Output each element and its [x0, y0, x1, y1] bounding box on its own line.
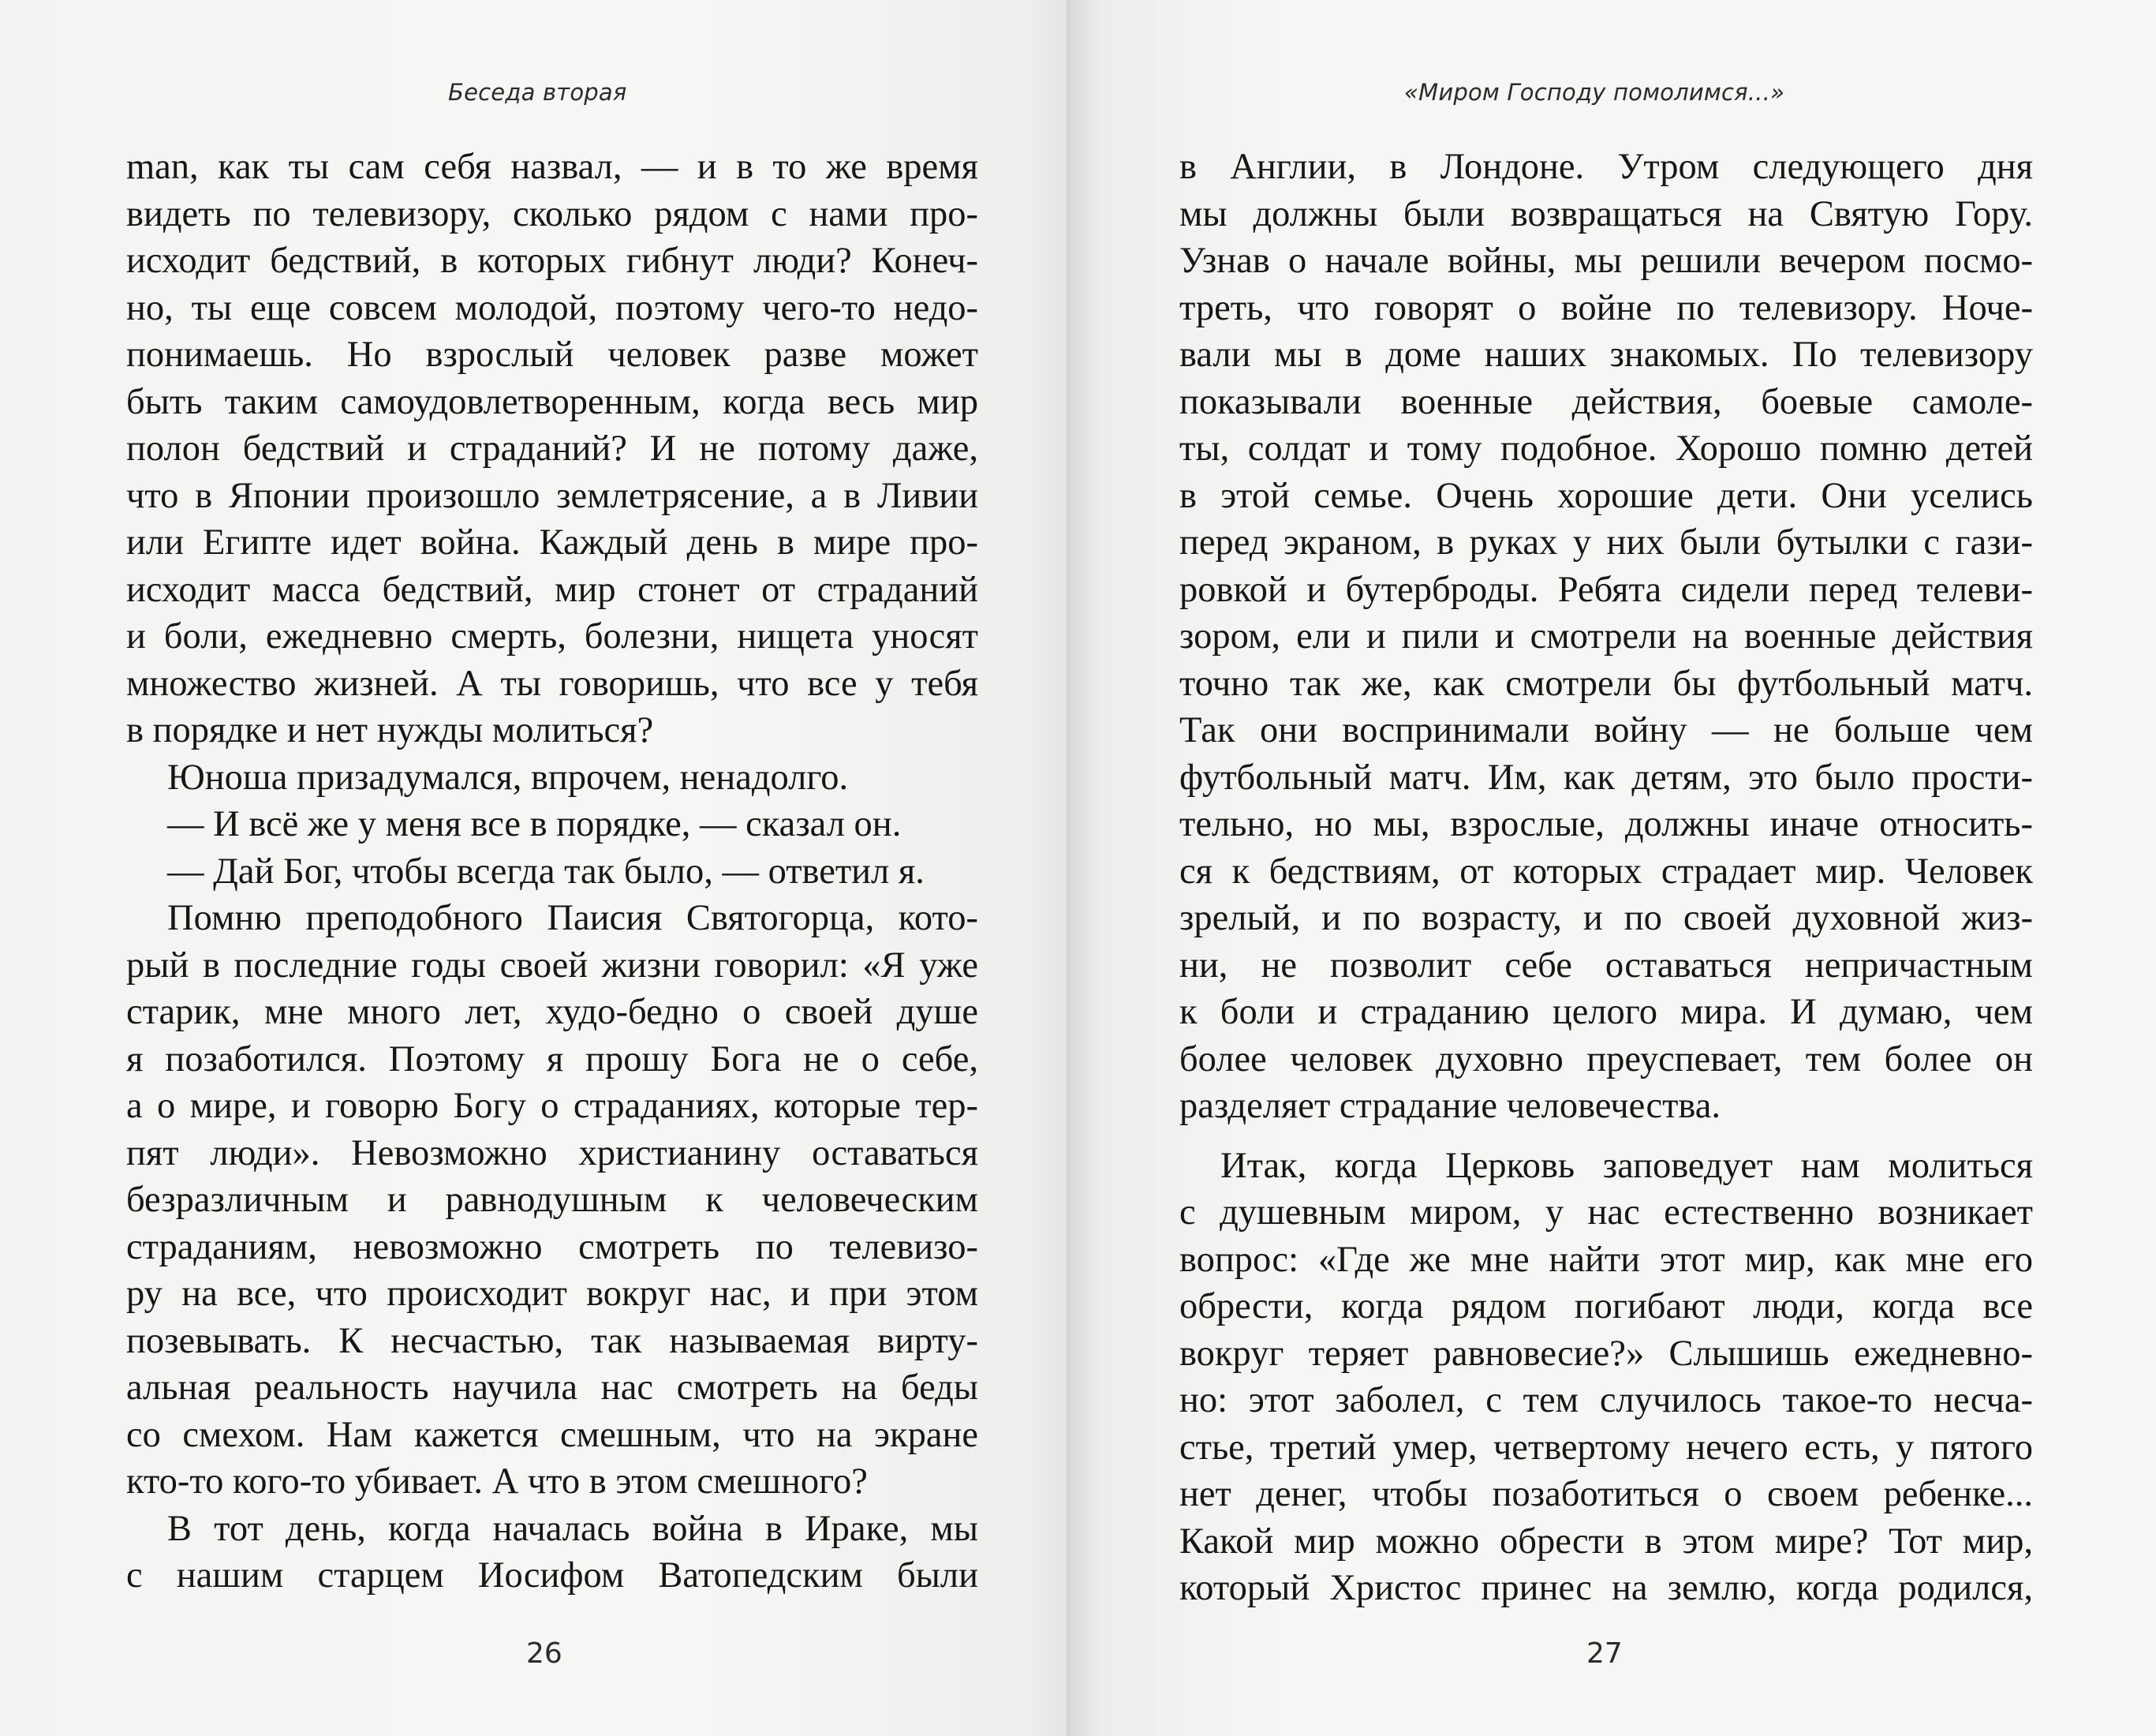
text-line: но: этот заболел, с тем случилось такое-то несча-: [1179, 1380, 2033, 1420]
text-line: и боли, ежедневно смерть, болезни, нищета уносят: [126, 616, 978, 657]
text-line: нет денег, чтобы позаботиться о своем ребенке...: [1179, 1474, 2033, 1514]
text-line: Юноша призадумался, впрочем, ненадолго.: [167, 757, 849, 798]
text-line: исходит масса бедствий, мир стонет от страданий: [126, 569, 978, 610]
right-page: [1069, 0, 2156, 1736]
text-line: полон бедствий и страданий? И не потому даже,: [126, 428, 978, 469]
text-line: с нашим старцем Иосифом Ватопедским были: [126, 1555, 978, 1596]
text-line: но, ты еще совсем молодой, поэтому чего-то недо-: [126, 287, 978, 328]
text-line: ся к бедствиям, от которых страдает мир. Человек: [1179, 851, 2033, 892]
text-line: в Англии, в Лондоне. Утром следующего дня: [1179, 147, 2033, 187]
paragraph-gap: [1179, 1130, 2033, 1143]
left-body-text: [126, 144, 978, 1599]
right-page-number: 27: [1586, 1637, 1623, 1670]
text-line: показывали военные действия, боевые самоле-: [1179, 381, 2033, 422]
text-line: Итак, когда Церковь заповедует нам молиться: [1220, 1145, 2033, 1186]
text-line: вокруг теряет равновесие?» Слышишь ежедневно-: [1179, 1333, 2033, 1374]
text-line: безразличным и равнодушным к человеческим: [126, 1180, 978, 1220]
text-line: к боли и страданию целого мира. И думаю, чем: [1179, 992, 2033, 1032]
text-line: видеть по телевизору, сколько рядом с нами про-: [126, 193, 978, 234]
text-line: тельно, но мы, взрослые, должны иначе относить-: [1179, 804, 2033, 844]
text-line: в этой семье. Очень хорошие дети. Они уселись: [1179, 475, 2033, 516]
text-line: Узнав о начале войны, мы решили вечером посмо-: [1179, 241, 2033, 281]
text-line: стье, третий умер, четвертому нечего есть, у пятого: [1179, 1427, 2033, 1468]
text-line: быть таким самоудовлетворенным, когда весь мир: [126, 381, 978, 422]
right-running-head: «Миром Господу помолимся...»: [1404, 79, 1785, 106]
text-line: вали мы в доме наших знакомых. По телевизору: [1179, 335, 2033, 375]
text-line: я позаботился. Поэтому я прошу Бога не о себе,: [126, 1038, 978, 1079]
text-line: кто-то кого-то убивает. А что в этом смешного?: [126, 1461, 868, 1502]
text-line: ру на все, что происходит вокруг нас, и при этом: [126, 1274, 978, 1314]
text-line: обрести, когда рядом погибают люди, когда все: [1179, 1286, 2033, 1326]
left-running-head: Беседа вторая: [448, 79, 627, 106]
text-line: рый в последние годы своей жизни говорил: «Я уже: [126, 945, 978, 986]
text-line: старик, мне много лет, худо-бедно о своей душе: [126, 992, 978, 1032]
text-line: разделяет страдание человечества.: [1179, 1086, 1721, 1126]
text-line: понимаешь. Но взрослый человек разве может: [126, 335, 978, 375]
text-line: точно так же, как смотрели бы футбольный матч.: [1179, 663, 2033, 704]
text-line: вопрос: «Где же мне найти этот мир, как мне его: [1179, 1239, 2033, 1280]
text-line: Помню преподобного Паисия Святогорца, кото-: [167, 898, 978, 938]
text-line: man, как ты сам себя назвал, — и в то же время: [126, 147, 978, 187]
text-line: Какой мир можно обрести в этом мире? Тот мир,: [1179, 1521, 2033, 1562]
text-line: с душевным миром, у нас естественно возникает: [1179, 1192, 2033, 1233]
text-line: множество жизней. А ты говоришь, что все у тебя: [126, 663, 978, 704]
text-line: позевывать. К несчастью, так называемая вирту-: [126, 1320, 978, 1361]
text-line: альная реальность научила нас смотреть на беды: [126, 1367, 978, 1408]
left-page: [0, 0, 1069, 1736]
text-line: ты, солдат и тому подобное. Хорошо помню детей: [1179, 428, 2033, 469]
text-line: зрелый, и по возрасту, и по своей духовной жиз-: [1179, 898, 2033, 938]
text-line: а о мире, и говорю Богу о страданиях, которые тер-: [126, 1086, 978, 1126]
text-line: страданиям, невозможно смотреть по телевизо-: [126, 1226, 978, 1267]
text-line: более человек духовно преуспевает, тем более он: [1179, 1038, 2033, 1079]
text-line: перед экраном, в руках у них были бутылки с гази-: [1179, 522, 2033, 563]
text-line: в порядке и нет нужды молиться?: [126, 710, 654, 750]
text-line: или Египте идет война. Каждый день в мире про-: [126, 522, 978, 563]
text-line: треть, что говорят о войне по телевизору. Ноче-: [1179, 287, 2033, 328]
text-line: пят люди». Невозможно христианину оставаться: [126, 1132, 978, 1173]
text-line: ни, не позволит себе оставаться непричастным: [1179, 945, 2033, 986]
text-line: — Дай Бог, чтобы всегда так было, — ответил я.: [167, 851, 925, 892]
text-line: В тот день, когда началась война в Ираке, мы: [167, 1508, 978, 1549]
text-line: мы должны были возвращаться на Святую Гору.: [1179, 193, 2033, 234]
text-line: что в Японии произошло землетрясение, а в Ливии: [126, 475, 978, 516]
text-line: — И всё же у меня все в порядке, — сказал он.: [167, 804, 902, 844]
text-line: ровкой и бутерброды. Ребята сидели перед телеви-: [1179, 569, 2033, 610]
right-body-text: [1179, 144, 2033, 1612]
text-line: Так они воспринимали войну — не больше чем: [1179, 710, 2033, 750]
text-line: зором, ели и пили и смотрели на военные действия: [1179, 616, 2033, 657]
text-line: который Христос принес на землю, когда родился,: [1179, 1568, 2033, 1608]
text-line: исходит бедствий, в которых гибнут люди? Конеч-: [126, 241, 978, 281]
text-line: со смехом. Нам кажется смешным, что на экране: [126, 1414, 978, 1455]
text-line: футбольный матч. Им, как детям, это было прости-: [1179, 757, 2033, 798]
left-page-number: 26: [526, 1637, 562, 1670]
